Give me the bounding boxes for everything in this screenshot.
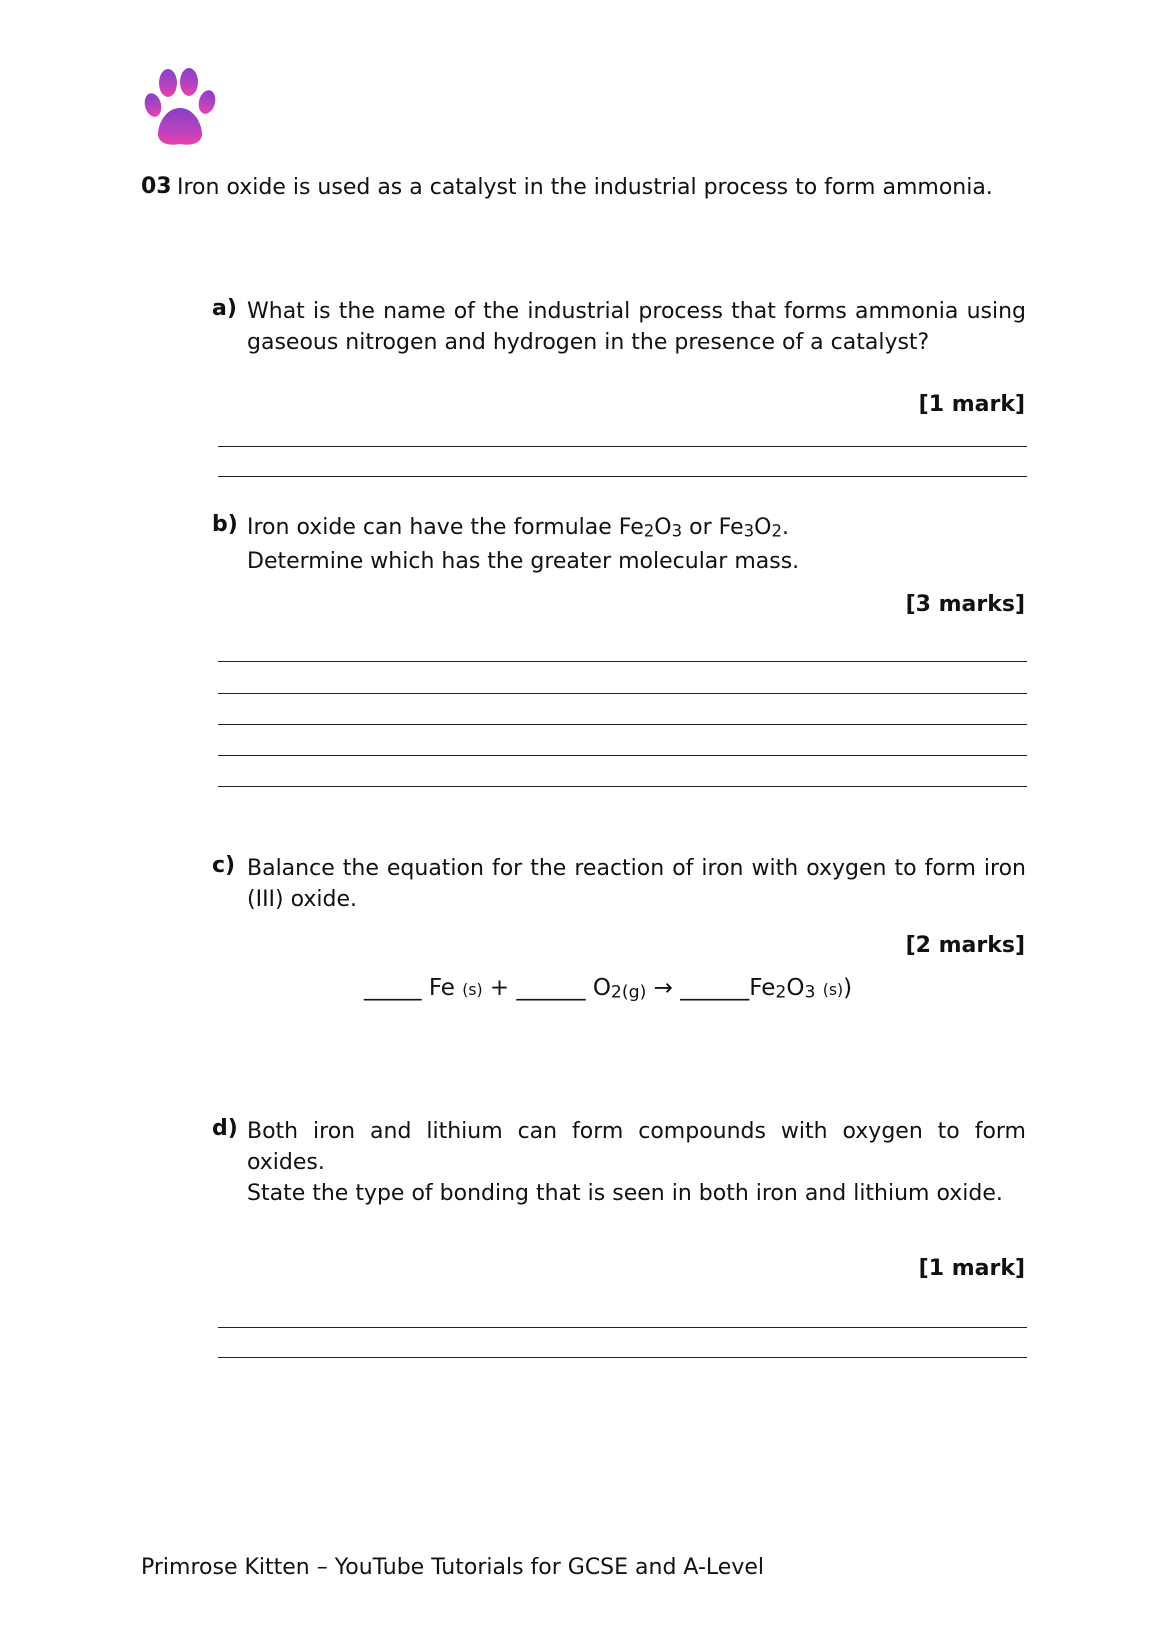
- part-b-text2: Determine which has the greater molecular mass.: [247, 549, 800, 575]
- blank-o2[interactable]: ______: [516, 975, 586, 1001]
- answer-line[interactable]: [218, 476, 1027, 477]
- answer-line[interactable]: [218, 724, 1027, 725]
- answer-line[interactable]: [218, 693, 1027, 694]
- answer-line[interactable]: [218, 1327, 1027, 1328]
- period: .: [781, 515, 789, 540]
- equation: _____ Fe (s) + ______ $O_{2(g)}$ → $\_\_\_\_\_\_Fe_2O_3$ (s)): [364, 975, 853, 1003]
- part-b-text1: Iron oxide can have the formulae Fe: [247, 515, 644, 540]
- part-a-label: a): [212, 296, 237, 321]
- oxygen-sub: 2(g): [610, 982, 647, 1003]
- paren: ): [843, 975, 853, 1001]
- answer-line[interactable]: [218, 786, 1027, 787]
- part-d-text2: State the type of bonding that is seen in both iron and lithium oxide.: [247, 1181, 1003, 1206]
- part-d-text1: Both iron and lithium can form compounds with oxygen to form oxides.: [247, 1119, 1026, 1175]
- part-a-marks: [1 mark]: [918, 392, 1025, 417]
- blank-product[interactable]: ______: [680, 975, 750, 1001]
- part-d-label: d): [212, 1116, 238, 1141]
- state: (s): [462, 980, 483, 999]
- part-b-label: b): [212, 512, 238, 537]
- part-d-marks: [1 mark]: [918, 1256, 1025, 1281]
- part-c-marks: [2 marks]: [905, 933, 1025, 958]
- answer-line[interactable]: [218, 1357, 1027, 1358]
- part-a-text: What is the name of the industrial process that forms ammonia using gaseous nitrogen and hydrogen in the presence of a catalyst?: [247, 299, 1026, 355]
- blank-fe[interactable]: _____: [364, 975, 422, 1001]
- answer-line[interactable]: [218, 446, 1027, 447]
- fe: Fe: [428, 975, 455, 1001]
- part-d-text: [247, 1116, 1026, 1209]
- question-number: 03: [141, 174, 172, 199]
- answer-line[interactable]: [218, 755, 1027, 756]
- product: Fe: [749, 975, 776, 1001]
- state: (s): [822, 980, 844, 999]
- oxygen: O: [592, 975, 611, 1001]
- part-c-text: Balance the equation for the reaction of iron with oxygen to form iron (III) oxide.: [247, 856, 1026, 912]
- paw-print-icon: [144, 68, 218, 148]
- arrow-icon: →: [653, 975, 673, 1001]
- part-b-text: Iron oxide can have the formulae $Fe_2O_3$ or $Fe_3O_2$. Determine which has the greater molecular mass.: [247, 515, 800, 575]
- answer-line[interactable]: [218, 661, 1027, 662]
- footer-text: Primrose Kitten – YouTube Tutorials for GCSE and A-Level: [141, 1555, 764, 1580]
- plus: +: [489, 975, 510, 1001]
- part-c-label: c): [212, 853, 236, 878]
- question-intro: Iron oxide is used as a catalyst in the industrial process to form ammonia.: [177, 175, 993, 200]
- part-b-marks: [3 marks]: [905, 592, 1025, 617]
